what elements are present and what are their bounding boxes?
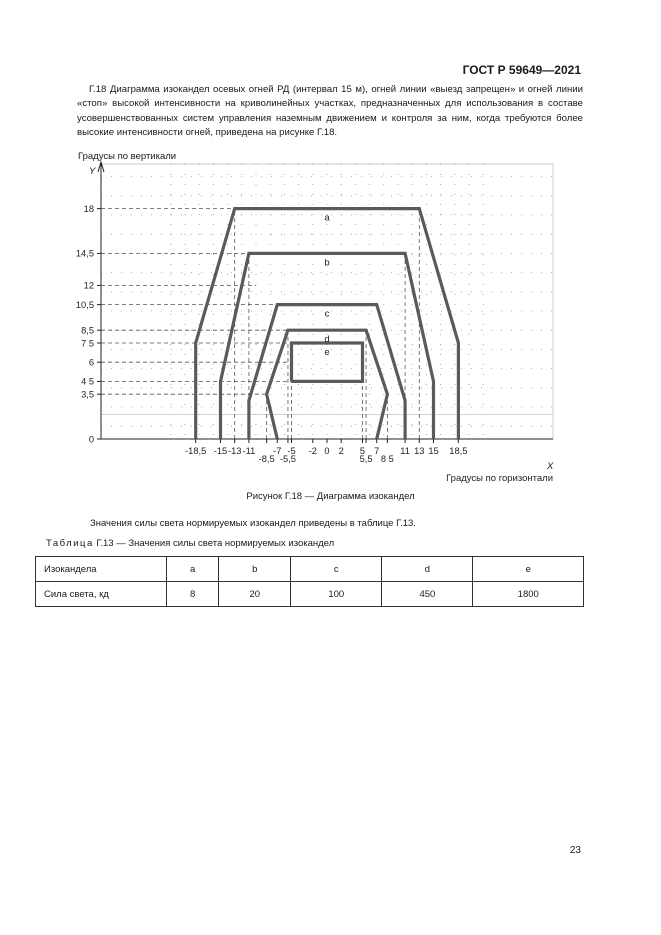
table-cell: a xyxy=(167,557,219,582)
table-cell: 100 xyxy=(291,582,382,607)
y-tick-label: 0 xyxy=(88,434,94,445)
curve-label-e: e xyxy=(324,347,330,358)
y-tick-label: 14,5 xyxy=(75,248,94,259)
table-cell: c xyxy=(291,557,382,582)
y-tick-label: 10,5 xyxy=(75,299,94,310)
y-axis-title: Градусы по вертикали xyxy=(78,151,177,162)
table-caption-prefix: Таблица xyxy=(46,538,94,549)
y-tick-label: 4 5 xyxy=(81,376,94,387)
x-tick-label: 0 xyxy=(324,446,330,456)
plot-frame xyxy=(101,164,553,439)
table-cell: d xyxy=(382,557,473,582)
x-axis-title: Градусы по горизонтали xyxy=(446,473,553,484)
candela-table xyxy=(35,556,584,607)
table-caption xyxy=(46,538,334,549)
table-cell: e xyxy=(473,557,584,582)
y-tick-label: 18 xyxy=(83,203,94,214)
x-tick-label: 5 xyxy=(359,446,366,456)
isocandela-chart xyxy=(0,160,661,490)
x-tick-label: 13 xyxy=(414,446,425,456)
table-cell: b xyxy=(219,557,291,582)
table-cell: 1800 xyxy=(473,582,584,607)
x-tick-label: -13 xyxy=(227,446,242,456)
y-tick-label: 3,5 xyxy=(81,389,94,400)
table-intro: Значения силы света нормируемых изокандел приведены в таблице Г.13. xyxy=(90,518,416,529)
x-tick-label: -15 xyxy=(213,446,228,456)
x-tick-label: 18,5 xyxy=(449,446,468,456)
x-axis-letter: X xyxy=(547,461,554,472)
x-tick-label: -5 xyxy=(287,446,296,456)
figure-caption: Рисунок Г.18 — Диаграмма изокандел xyxy=(246,491,415,502)
curve-label-b: b xyxy=(324,257,330,269)
x-tick-label: 7 xyxy=(374,446,380,456)
curve-label-a: a xyxy=(324,212,330,224)
y-tick-label: 12 xyxy=(83,280,94,291)
x-tick-label: -2 xyxy=(308,446,317,456)
table-row xyxy=(36,582,584,607)
y-tick-label: 8,5 xyxy=(81,325,94,336)
table-caption-text: Г.13 — Значения силы света нормируемых изокандел xyxy=(93,538,335,549)
table-cell: 20 xyxy=(219,582,291,607)
chart-axes xyxy=(97,162,553,443)
page-number: 23 xyxy=(569,845,581,856)
x-tick-label: -18,5 xyxy=(185,446,207,456)
x-tick-label: 8 5 xyxy=(380,454,394,464)
x-tick-label: 11 xyxy=(400,446,410,456)
table-cell: Изокандела xyxy=(36,557,167,582)
y-axis-letter: Y xyxy=(89,166,96,177)
curve-label-c: c xyxy=(324,308,330,320)
x-tick-label: 2 xyxy=(338,446,344,456)
y-tick-label: 6 xyxy=(88,357,94,368)
x-tick-label: -7 xyxy=(273,446,282,456)
standard-number: ГОСТ Р 59649—2021 xyxy=(462,63,581,77)
table-row xyxy=(36,557,584,582)
x-tick-label: 15 xyxy=(428,446,439,456)
chart-grid xyxy=(101,164,553,439)
x-tick-label: -8,5 xyxy=(258,454,275,464)
section-paragraph: Г.18 Диаграмма изокандел осевых огней РД (интервал 15 м), огней линии «выезд запрещен» и огней линии «стоп» высокой интенсивности на криволинейных участках, предназначенных для использования в составе усовершенствованных систем управления наземным движением и контроля за ним, когда требуются более высокие интенсивности огней, приведена на рисунке Г.18. xyxy=(77,84,583,138)
x-tick-label: -11 xyxy=(242,446,256,456)
chart-labels xyxy=(76,166,554,484)
chart-guides xyxy=(101,209,419,439)
table-cell: Сила света, кд xyxy=(36,582,167,607)
table-cell: 8 xyxy=(167,582,219,607)
curve-label-d: d xyxy=(324,334,330,346)
y-tick-label: 7 5 xyxy=(81,338,94,349)
x-tick-label: 5,5 xyxy=(359,454,373,464)
x-tick-label: -5,5 xyxy=(279,454,296,464)
table-cell: 450 xyxy=(382,582,473,607)
